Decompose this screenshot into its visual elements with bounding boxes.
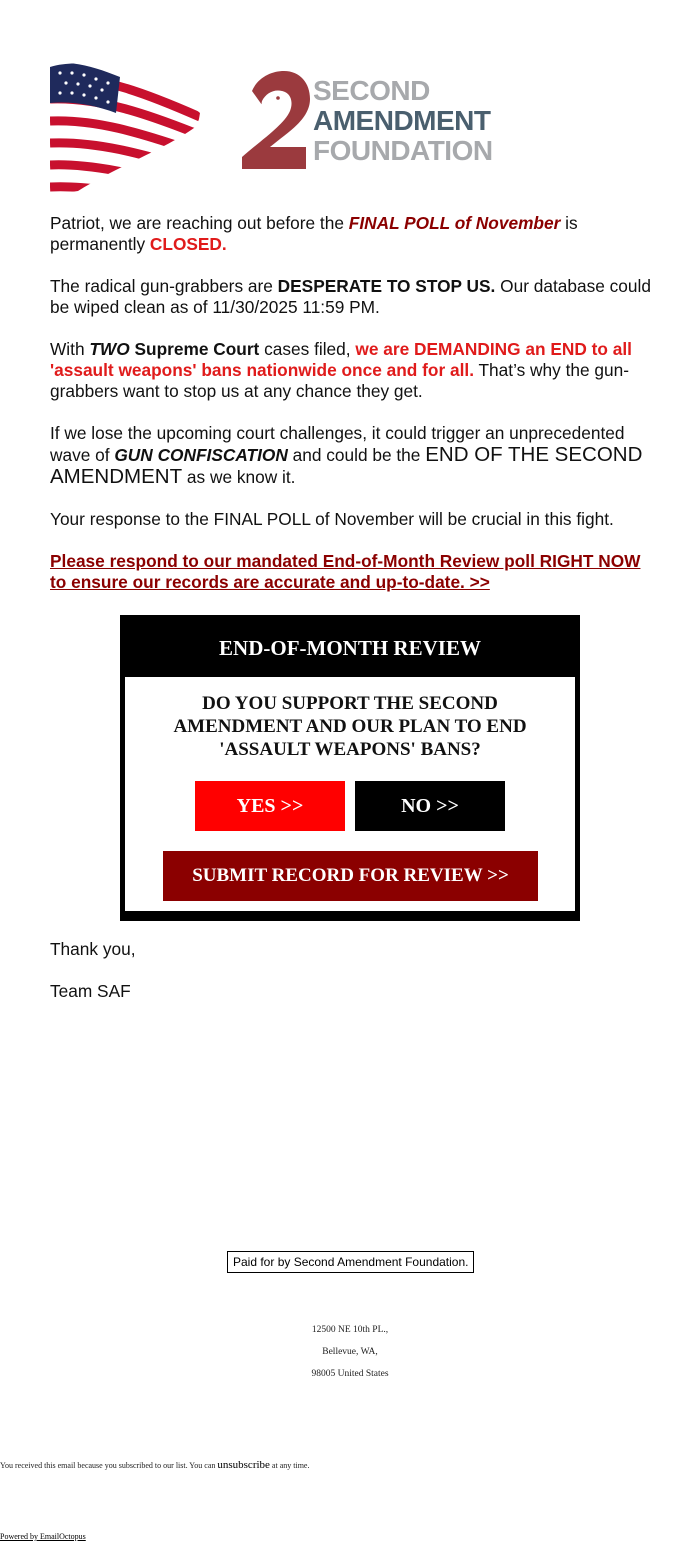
supreme-court-emphasis: Supreme Court — [129, 339, 260, 359]
with-text: With — [50, 339, 90, 359]
gun-confiscation-emphasis: GUN CONFISCATION — [114, 445, 288, 465]
paragraph-desperate — [50, 276, 655, 318]
end-of-month-review-poll — [120, 615, 580, 921]
email-body — [50, 213, 655, 614]
signoff — [50, 939, 136, 1023]
paragraph-cta — [50, 551, 655, 593]
american-flag-icon — [50, 55, 200, 195]
paragraph-intro — [50, 213, 655, 255]
address-street: 12500 NE 10th PL., — [311, 1325, 389, 1335]
no-button[interactable]: NO >> — [355, 781, 505, 831]
logo-line-second: SECOND — [313, 75, 430, 106]
poll-cta-link[interactable]: Please respond to our mandated End-of-Month Review poll RIGHT NOW to ensure our records are accurate and up-to-date. >> — [50, 551, 641, 592]
team-signature: Team SAF — [50, 981, 131, 1001]
logo-line-amendment: AMENDMENT — [313, 105, 491, 136]
unsubscribe-link[interactable]: unsubscribe — [217, 1459, 270, 1471]
final-poll-emphasis: FINAL POLL of November — [348, 213, 561, 233]
email-header — [50, 43, 493, 195]
yes-button[interactable]: YES >> — [195, 781, 345, 831]
paragraph-confiscation — [50, 423, 655, 488]
poll-question: DO YOU SUPPORT THE SECOND AMENDMENT AND OUR PLAN TO END 'ASSAULT WEAPONS' BANS? — [173, 693, 527, 760]
foundation-logo-text — [313, 76, 493, 166]
address-zip-country: 98005 United States — [311, 1369, 389, 1379]
subscription-notice — [0, 1459, 309, 1471]
end-of-second-amendment-emphasis: END OF THE SECOND AMENDMENT — [50, 443, 643, 488]
closed-emphasis: CLOSED. — [149, 234, 227, 254]
desperate-text: The radical gun-grabbers are — [50, 276, 278, 296]
could-be-text: and could be the — [287, 445, 426, 465]
two-emphasis: TWO — [89, 339, 130, 359]
database-text: Our database could be wiped clean as of 11/30/2025 11:59 PM. — [50, 276, 651, 317]
as-we-know-text: as we know it. — [182, 467, 296, 487]
poll-content — [125, 677, 575, 911]
poll-title: END-OF-MONTH REVIEW — [219, 636, 481, 660]
submit-record-button[interactable]: SUBMIT RECORD FOR REVIEW >> — [163, 851, 538, 901]
intro-text-cont: is permanently — [50, 213, 578, 254]
demanding-emphasis: we are DEMANDING an END to all 'assault weapons' bans nationwide once and for all. — [50, 339, 632, 380]
address-city: Bellevue, WA, — [322, 1347, 378, 1357]
paragraph-supreme-court — [50, 339, 655, 402]
gun-grabbers-text: That’s why the gun-grabbers want to stop us at any chance they get. — [50, 360, 629, 401]
eagle-2-logo-icon — [240, 71, 310, 169]
intro-text: Patriot, we are reaching out before the — [50, 213, 349, 233]
desperate-emphasis: DESPERATE TO STOP US. — [277, 276, 496, 296]
subscription-notice-text: You received this email because you subscribed to our list. You can — [0, 1461, 218, 1470]
paid-for-disclaimer: Paid for by Second Amendment Foundation. — [227, 1251, 474, 1273]
logo-line-foundation: FOUNDATION — [313, 135, 493, 166]
cases-filed-text: cases filed, — [259, 339, 356, 359]
subscription-notice-end: at any time. — [269, 1461, 310, 1470]
thank-you-text: Thank you, — [50, 939, 136, 959]
court-challenges-text: If we lose the upcoming court challenges, it could trigger an unprecedented wave of — [50, 423, 625, 465]
paragraph-response: Your response to the FINAL POLL of November will be crucial in this fight. — [50, 509, 614, 529]
powered-by-emailoctopus-link[interactable]: Powered by EmailOctopus — [0, 1532, 86, 1541]
